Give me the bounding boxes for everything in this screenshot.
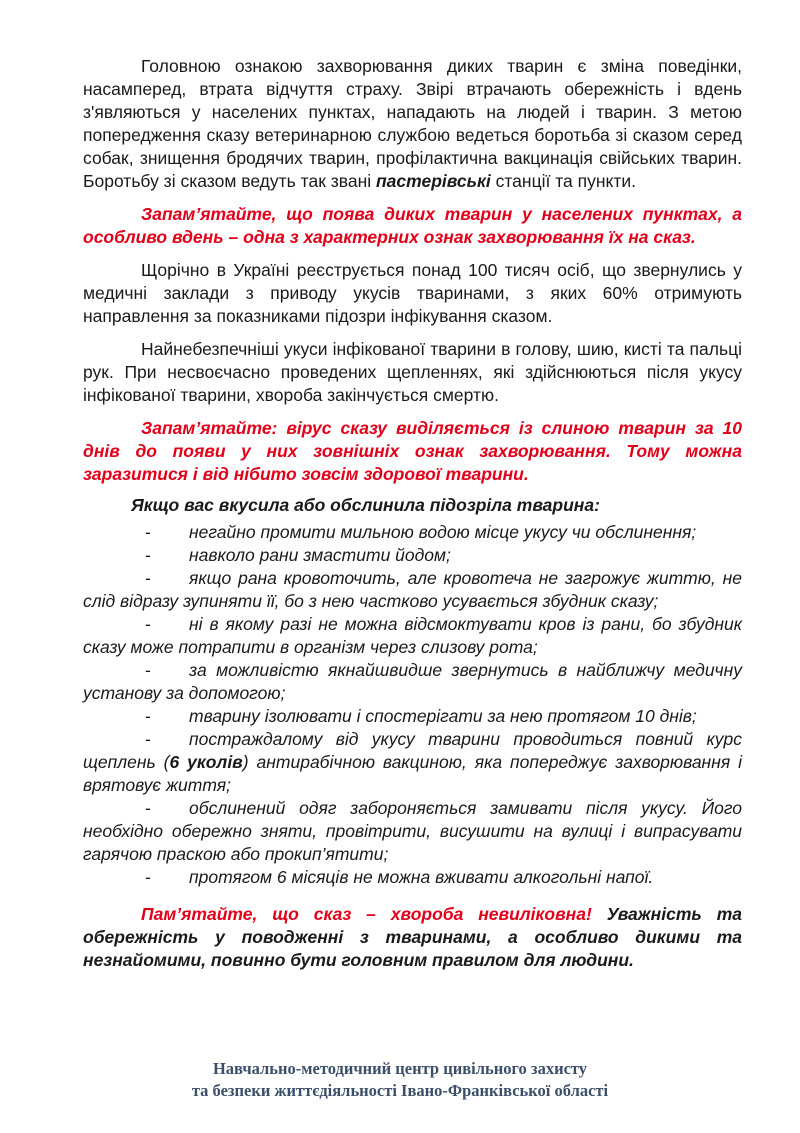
final-paragraph	[83, 903, 742, 972]
emphasis-pasteur: пастерівські	[375, 171, 491, 191]
list-item: - за можливістю якнайшвидше звернутись в найближчу медичну установу за допомогою;	[83, 660, 742, 703]
list-item: - навколо рани змастити йодом;	[145, 545, 451, 565]
paragraph-dangerous-bites: Найнебезпечніші укуси інфікованої тварини в голову, шию, кисті та пальці рук. При несвоєчасно проведених щепленнях, які здійснюються після укусу інфікованої тварини, хвороба закінчується смертю.	[83, 339, 742, 405]
list-item: - постраждалому від укусу тварини проводиться повний курс щеплень (6 уколів) антирабічною вакциною, яка попереджує захворювання і врятовує життя;	[83, 729, 742, 795]
instructions-list	[83, 521, 742, 889]
list-item: - обслинений одяг забороняється замивати після укусу. Його необхідно обережно зняти, провітрити, висушити на вулиці і випрасувати гарячою праскою або прокип’ятити;	[83, 798, 742, 864]
final-warning: Пам’ятайте, що сказ – хвороба невиліковна!	[141, 904, 592, 924]
list-item: - тварину ізолювати і спостерігати за нею протягом 10 днів;	[145, 706, 697, 726]
list-heading: Якщо вас вкусила або обслинила підозріла тварина:	[131, 495, 600, 515]
emphasis-six-shots: 6 уколів	[169, 752, 243, 772]
paragraph-statistics: Щорічно в Україні реєструється понад 100 тисяч осіб, що звернулись у медичні заклади з приводу укусів тваринами, з яких 60% отримують направлення за показниками підозри інфікування сказом.	[83, 260, 742, 326]
list-item: - негайно промити мильною водою місце укусу чи обслинення;	[145, 522, 697, 542]
list-item: - якщо рана кровоточить, але кровотеча не загрожує життю, не слід відразу зупиняти її, бо з нею частково усувається збудник сказу;	[83, 568, 742, 611]
final-advice: Уважність та обережність у поводженні з тваринами, а особливо дикими та незнайомими, повинно бути головним правилом для людини.	[83, 904, 742, 970]
remember-note-2: Запам’ятайте: вірус сказу виділяється із слиною тварин за 10 днів до появи у них зовнішніх ознак захворювання. Тому можна заразитися і від нібито зовсім здорової тварини.	[83, 418, 742, 484]
footer-line-1: Навчально-методичний центр цивільного захисту	[212, 1059, 588, 1078]
list-item: - ні в якому разі не можна відсмоктувати кров із рани, бо збудник сказу може потрапити в організм через слизову рота;	[83, 614, 742, 657]
list-item: - протягом 6 місяців не можна вживати алкогольні напої.	[145, 867, 654, 887]
paragraph-wild-animal-signs: Головною ознакою захворювання диких тварин є зміна поведінки, насамперед, втрата відчуття страху. Звірі втрачають обережність і вдень з'являються у населених пунктах, нападають на людей і тварин. З метою попередження сказу ветеринарною службою ведеться боротьба зі сказом серед собак, знищення бродячих тварин, профілактична вакцинація свійських тварин. Боротьбу зі сказом ведуть так звані пастерівські станції та пункти.	[83, 56, 742, 191]
footer-line-2: та безпеки життєдіяльності Івано-Франківської області	[191, 1081, 609, 1100]
footer-organization	[0, 1058, 800, 1102]
remember-note-1: Запам’ятайте, що поява диких тварин у населених пунктах, а особливо вдень – одна з характерних ознак захворювання їх на сказ.	[83, 204, 742, 247]
